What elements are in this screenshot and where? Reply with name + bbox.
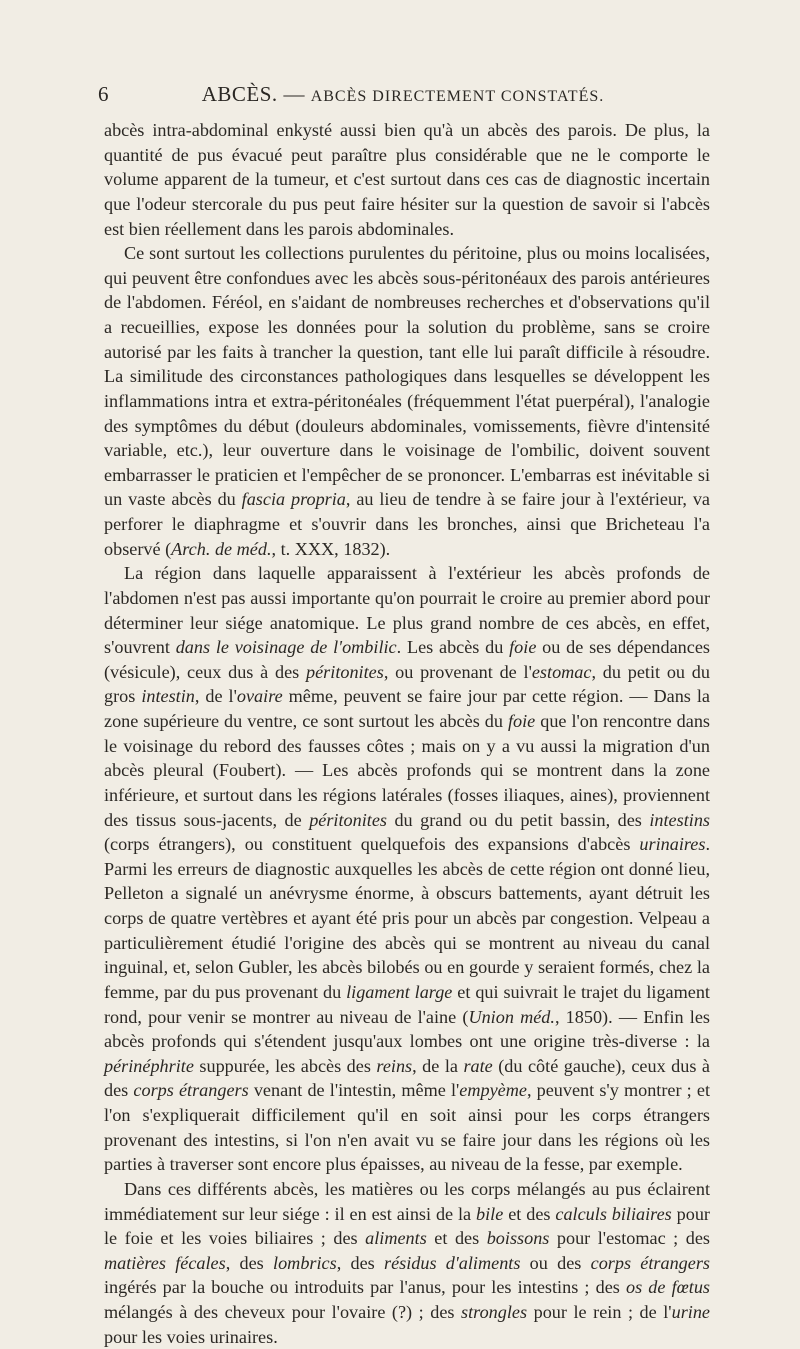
text-run: , t. XXX, 1832). [271,538,391,559]
text-run: , au lieu de tendre à se faire jour à l'extérieur, va perforer le diaphragme et s'ouvrir dans les bronches, ainsi que Bricheteau l'a observé ( [104,489,710,559]
italic-text: ligament large [346,981,453,1002]
italic-text: Union méd. [468,1006,555,1027]
italic-text: reins [376,1055,413,1076]
italic-text: périnéphrite [104,1055,194,1076]
text-run: Ce sont surtout les collections purulentes du péritoine, plus ou moins localisées, qui peuvent être confondues avec les abcès sous-péritonéaux des parois antérieures de l'abdomen. Féréol, en s'aidant de nombreuses recherches et d'observations qu'il a recueillies, expose les données pour la solution du problème, sans se croire autorisé par les faits à trancher la question, tant elle lui paraît difficile à résoudre. La similitude des circonstances pathologiques dans lesquelles se développent les inflammations intra et extra-péritonéales (fréquemment l'état puerpéral), l'analogie des symptômes du début (douleurs abdominales, vomissements, fièvre d'intensité variable, etc.), leur ouverture dans le voisinage de l'ombilic, doivent souvent embarrasser le praticien et l'empêcher de se prononcer. L'embarras est inévitable si un vaste abcès du [104,243,710,510]
italic-text: strongles [461,1302,528,1322]
paragraph [104,561,710,1177]
paragraph [104,118,710,241]
italic-text: boissons [486,1228,550,1249]
page-header [98,82,708,112]
italic-text: urinaires [639,834,706,855]
italic-text: os de fœtus [625,1277,711,1298]
italic-text: rate [463,1055,493,1076]
text-run: (corps étrangers), ou constituent quelquefois des expansions d'abcès [104,834,640,855]
italic-text: bile [476,1203,504,1224]
running-head-main: ABCÈS. [201,82,278,106]
text-run: (du côté gauche), ceux dus à des [104,1055,710,1101]
italic-text: calculs biliaires [555,1203,672,1224]
text-run: . Parmi les erreurs de diagnostic auxquelles les abcès de cette région ont donné lieu, Pelleton a signalé un anévrysme énorme, à obscurs battements, ayant détruit les corps de quatre vertèbres et ayant été pris pour un abcès par congestion. Velpeau a particulièrement étudié l'origine des abcès qui se montrent au niveau du canal inguinal, et, selon Gubler, les abcès bilobés ou en gourde y seraient formés, chez la femme, par du pus provenant du [104,834,710,1002]
text-run: même, peuvent se faire jour par cette région. — Dans la zone supérieure du ventre, ce sont surtout les abcès du [104,686,710,731]
text-run: et des [426,1228,487,1249]
italic-text: intestins [649,809,710,830]
italic-text: lombrics [273,1252,337,1273]
text-run: , de l' [194,686,237,707]
text-run: pour l'estomac ; des [549,1228,710,1249]
text-run: , des [225,1252,274,1273]
text-run: suppurée, les abcès des [193,1055,377,1076]
italic-text: péritonites [309,809,387,830]
italic-text: urine [671,1302,710,1322]
paragraph [104,241,710,561]
text-run: ou des [520,1252,591,1273]
text-run: La région dans laquelle apparaissent à l'extérieur les abcès profonds de l'abdomen n'est pas aussi importante qu'on pourrait le croire au premier abord pour déterminer leur siége anatomique. Le plus grand nombre de ces abcès, en effet, s'ouvrent [104,563,710,658]
italic-text: péritonites [306,661,384,682]
text-run: venant de l'intestin, même l' [248,1080,460,1101]
text-run: , peuvent s'y montrer ; et l'on s'expliquerait difficilement qu'il en soit ainsi pour les corps étrangers provenant des intestins, si l'on n'en avait vu se faire jour dans les régions où les parties à traverser sont encore plus épaisses, au niveau de la fesse, par exemple. [104,1080,710,1175]
italic-text: résidus d'aliments [384,1252,521,1273]
text-run: , ou provenant de l' [383,661,532,682]
italic-text: aliments [365,1228,427,1249]
italic-text: corps étrangers [133,1080,249,1101]
text-run: pour le rein ; de l' [527,1302,672,1322]
italic-text: Arch. de méd. [171,538,272,559]
body-text [104,118,710,1349]
running-head-subtitle: ABCÈS DIRECTEMENT CONSTATÉS. [310,88,605,105]
paragraph [104,1177,710,1349]
italic-text: estomac [531,661,592,682]
text-run: et qui suivrait le trajet du ligament rond, pour venir se montrer au niveau de l'aine ( [104,981,710,1027]
text-run: abcès intra-abdominal enkysté aussi bien qu'à un abcès des parois. De plus, la quantité de pus évacué peut paraître plus considérable que ne le comporte le volume apparent de la tumeur, et c'est surtout dans ces cas de diagnostic incertain que l'odeur stercorale du pus peut faire hésiter sur la question de savoir si l'abcès est bien réellement dans les parois abdominales. [104,120,710,239]
italic-text: empyème [459,1080,527,1101]
text-run: ou de ses dépendances (vésicule), ceux dus à des [104,637,710,682]
text-run: Dans ces différents abcès, les matières ou les corps mélangés au pus éclairent immédiatement sur leur siége : il en est ainsi de la [104,1178,710,1224]
text-run: que l'on rencontre dans le voisinage du rebord des fausses côtes ; mais on y a vu aussi la migration d'un abcès pleural (Foubert). — Les abcès profonds qui se montrent dans la zone inférieure, et surtout dans les régions latérales (fosses iliaques, aines), proviennent des tissus sous-jacents, de [104,711,710,830]
running-head [98,82,708,107]
page-number: 6 [98,82,109,106]
text-run: ingérés par la bouche ou introduits par l'anus, pour les intestins ; des [104,1277,626,1298]
text-run: mélangés à des cheveux pour l'ovaire (?) ; des [104,1302,462,1322]
text-run: , 1850). — Enfin les abcès profonds qui s'étendent jusqu'aux lombes ont une origine très-diverse : la [104,1006,710,1052]
italic-text: fascia propria [241,489,346,510]
text-run: et des [503,1203,556,1224]
text-run: . Les abcès du [396,637,510,658]
italic-text: dans le voisinage de l'ombilic [175,637,397,658]
text-run: pour le foie et les voies biliaires ; des [104,1203,710,1249]
italic-text: intestin [141,686,195,707]
italic-text: foie [507,711,536,731]
italic-text: ovaire [236,686,283,707]
text-run: pour les voies urinaires. [104,1326,278,1347]
text-run: , de la [412,1055,464,1076]
text-run: du grand ou du petit bassin, des [386,809,650,830]
text-run: , des [336,1252,384,1273]
italic-text: matières fécales [104,1252,226,1273]
running-head-separator: — [277,82,311,106]
italic-text: corps étrangers [590,1252,711,1273]
text-run: , du petit ou du gros [104,661,710,707]
italic-text: foie [509,637,537,658]
